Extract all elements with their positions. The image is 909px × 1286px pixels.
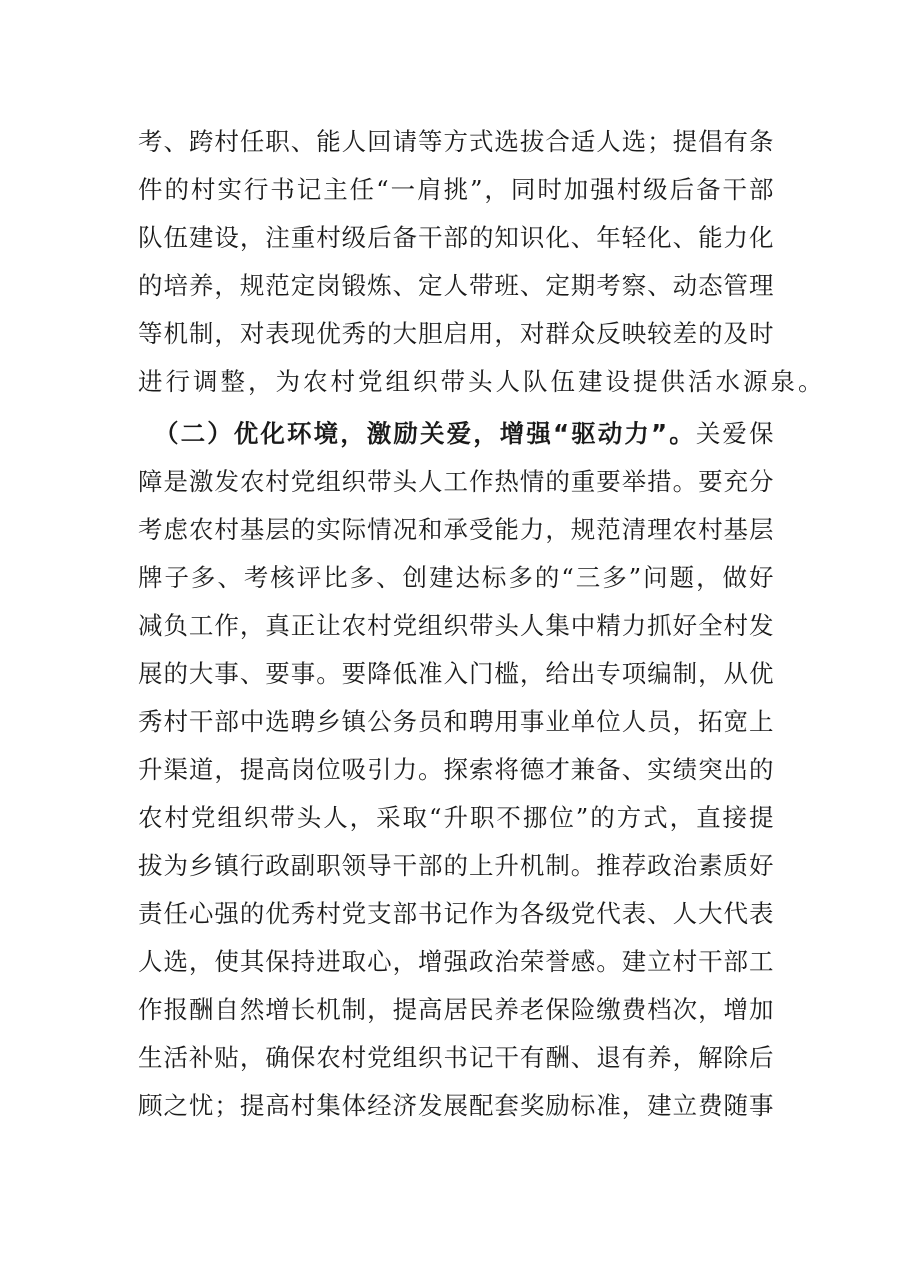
text-line: 作报酬自然增长机制，提高居民养老保险缴费档次，增加 bbox=[138, 995, 774, 1024]
text-line: 生活补贴，确保农村党组织书记干有酬、退有养，解除后 bbox=[138, 1043, 774, 1072]
text-line: 进行调整，为农村党组织带头人队伍建设提供活水源泉。 bbox=[138, 367, 826, 396]
section-heading-line bbox=[138, 410, 774, 458]
text-line: 考虑农村基层的实际情况和承受能力，规范清理农村基层 bbox=[138, 515, 774, 544]
text-line: 障是激发农村党组织带头人工作热情的重要举措。要充分 bbox=[138, 467, 774, 496]
text-line: 拔为乡镇行政副职领导干部的上升机制。推荐政治素质好 bbox=[138, 851, 774, 880]
text-line: 升渠道，提高岗位吸引力。探索将德才兼备、实绩突出的 bbox=[138, 755, 774, 784]
text-line: 队伍建设，注重村级后备干部的知识化、年轻化、能力化 bbox=[138, 223, 774, 252]
section-heading: （二）优化环境，激励关爱，增强“驱动力”。 bbox=[154, 419, 696, 448]
text-line: 件的村实行书记主任“一肩挑”，同时加强村级后备干部 bbox=[138, 175, 774, 204]
text-line: 减负工作，真正让农村党组织带头人集中精力抓好全村发 bbox=[138, 611, 774, 640]
text-line: 的培养，规范定岗锻炼、定人带班、定期考察、动态管理 bbox=[138, 271, 774, 300]
text-line: 责任心强的优秀村党支部书记作为各级党代表、人大代表 bbox=[138, 899, 774, 928]
text-line: 农村党组织带头人，采取“升职不挪位”的方式，直接提 bbox=[138, 803, 774, 832]
paragraph-1 bbox=[138, 118, 826, 406]
text-line: 展的大事、要事。要降低准入门槛，给出专项编制，从优 bbox=[138, 659, 774, 688]
paragraph-2 bbox=[138, 410, 774, 1130]
text-line: 等机制，对表现优秀的大胆启用，对群众反映较差的及时 bbox=[138, 319, 774, 348]
heading-line-rest: 关爱保 bbox=[695, 419, 775, 448]
text-line: 秀村干部中选聘乡镇公务员和聘用事业单位人员，拓宽上 bbox=[138, 707, 774, 736]
text-line: 顾之忧；提高村集体经济发展配套奖励标准，建立费随事 bbox=[138, 1091, 774, 1120]
text-line: 考、跨村任职、能人回请等方式选拔合适人选；提倡有条 bbox=[138, 127, 774, 156]
text-line: 牌子多、考核评比多、创建达标多的“三多”问题，做好 bbox=[138, 563, 774, 592]
text-line: 人选，使其保持进取心，增强政治荣誉感。建立村干部工 bbox=[138, 947, 774, 976]
